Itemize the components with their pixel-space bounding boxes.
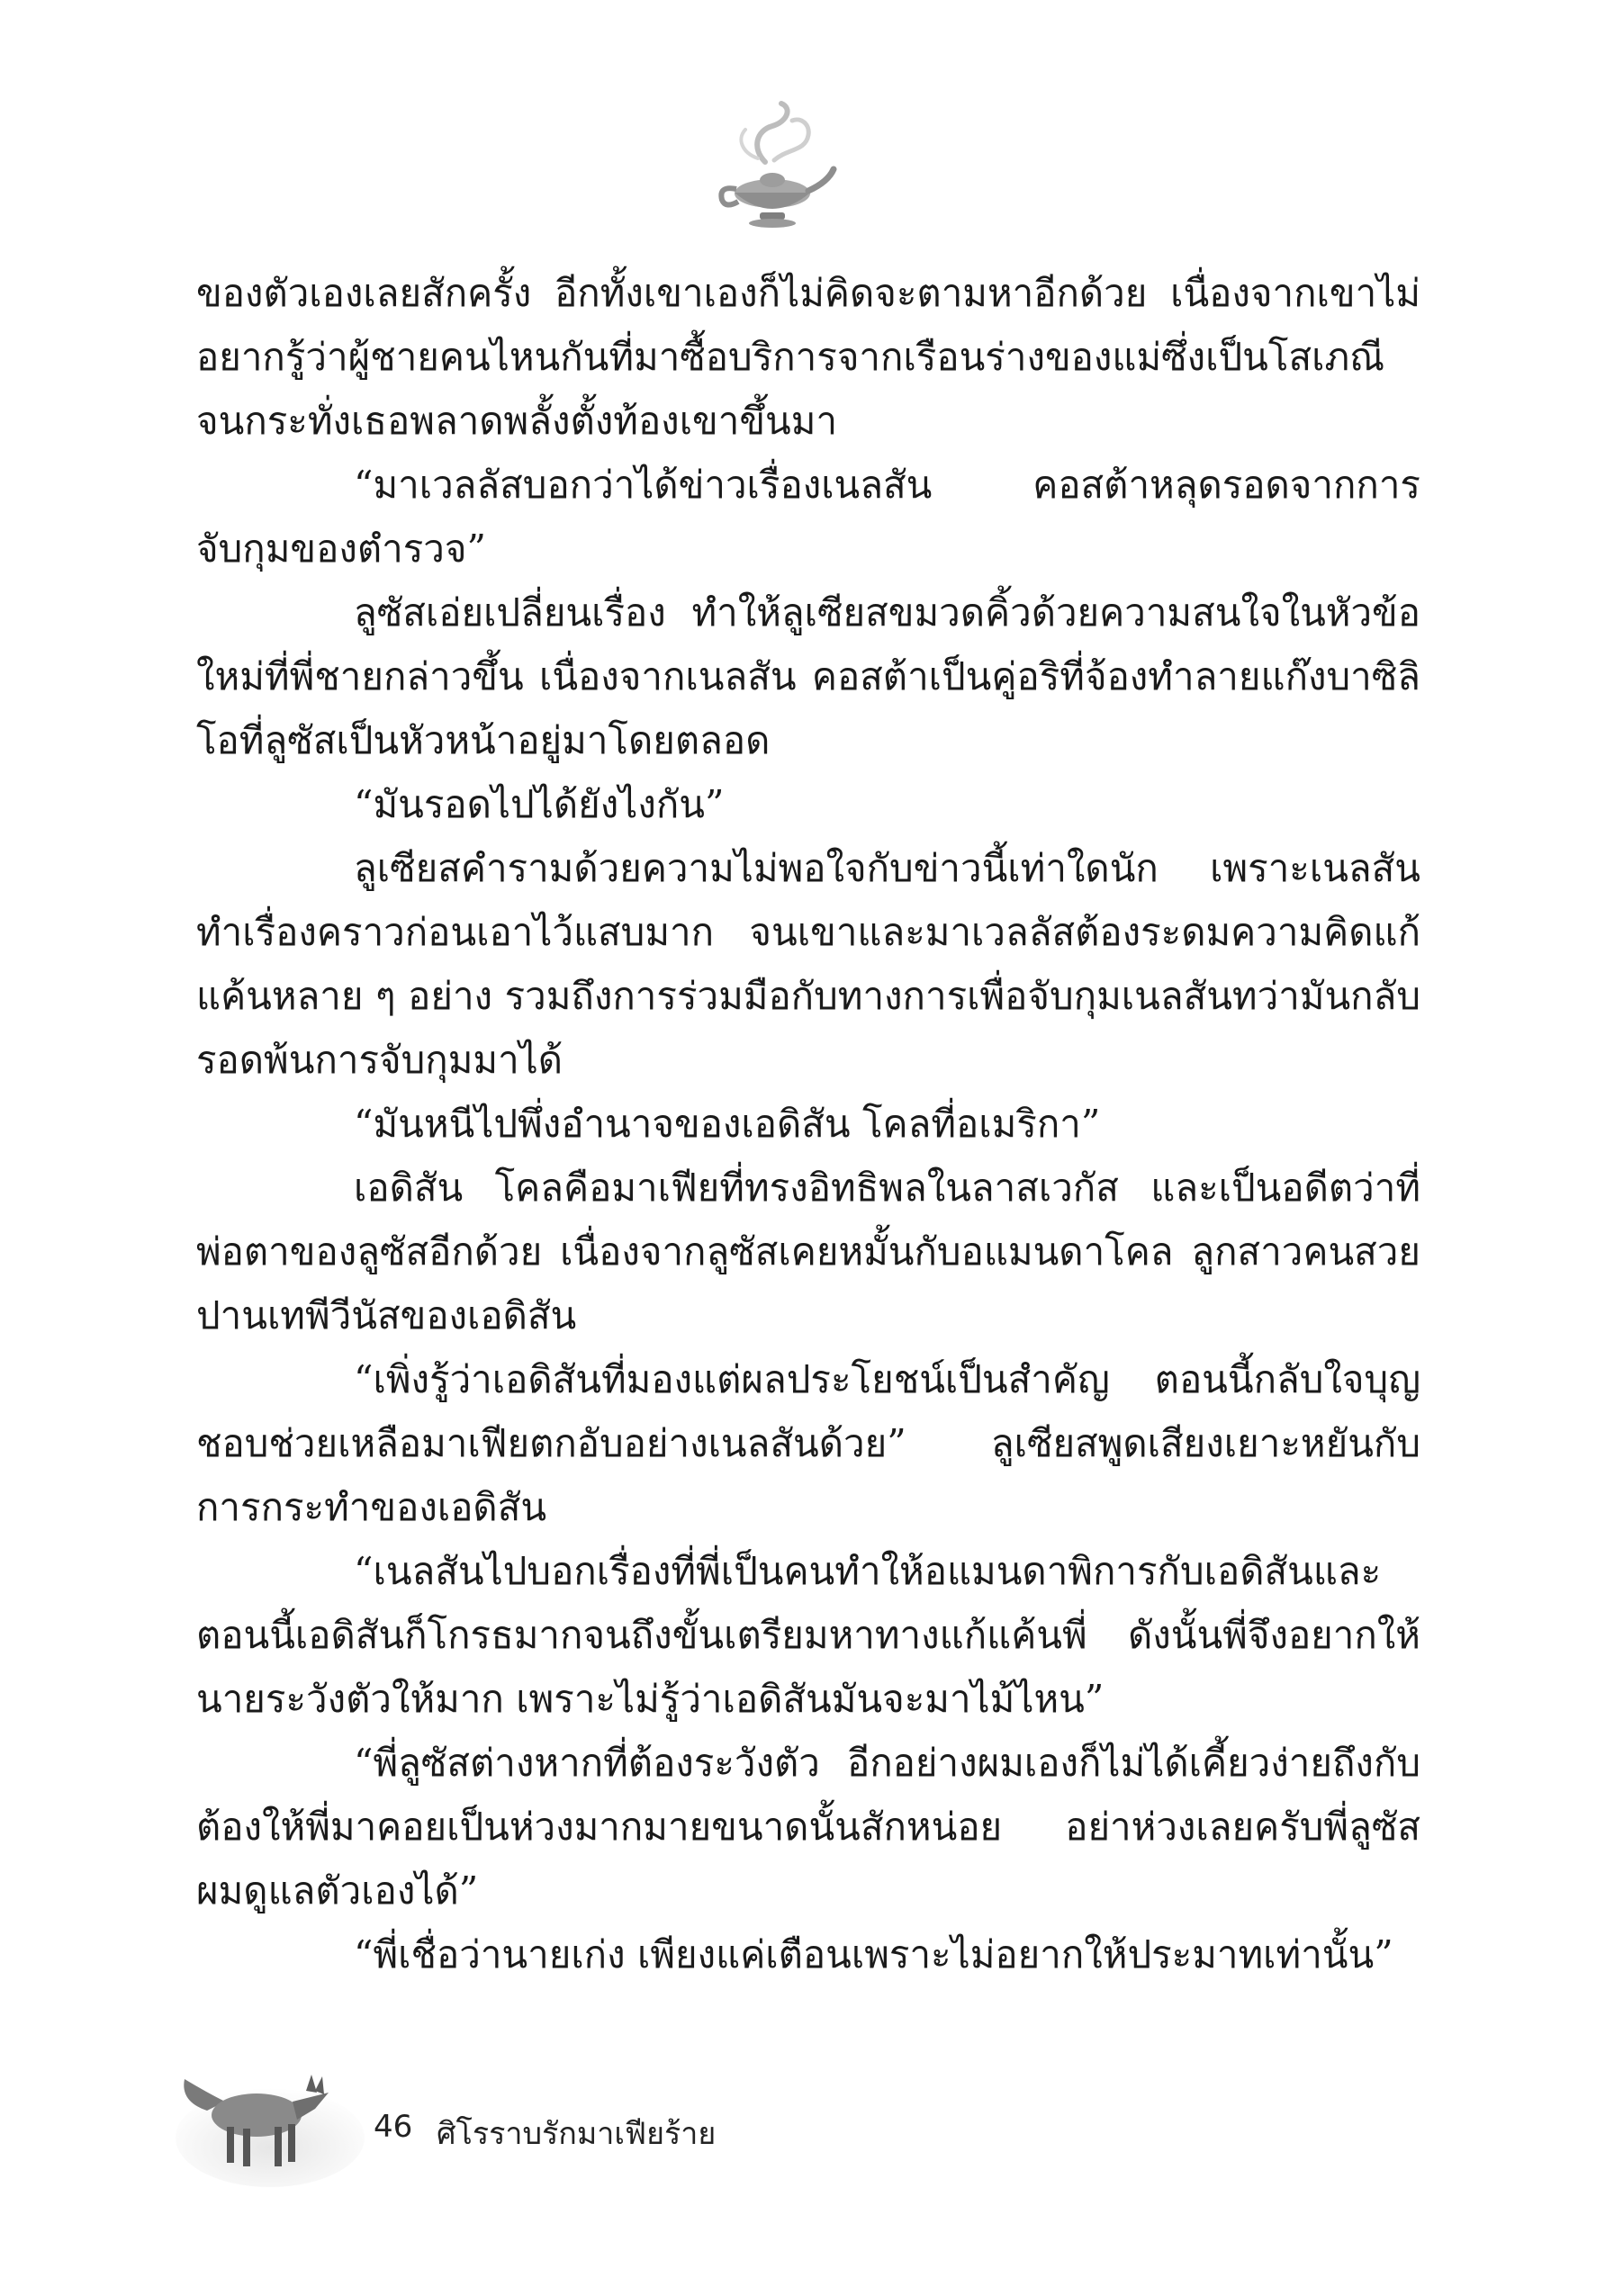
page-footer [171, 2039, 801, 2192]
paragraph: ของตัวเองเลยสักครั้ง อีกทั้งเขาเองก็ไม่คิดจะตามหาอีกด้วย เนื่องจากเขาไม่อยากรู้ว่าผู้ชายคนไหนกันที่มาซื้อบริการจากเรือนร่างของแม่ซึ่งเป็นโสเภณี จนกระทั่งเธอพลาดพลั้งตั้งท้องเขาขึ้นมา [196, 271, 1420, 443]
paragraph: “เนลสันไปบอกเรื่องที่พี่เป็นคนทำให้อแมนดาพิการกับเอดิสันและตอนนี้เอดิสันก็โกรธมากจนถึงขั้นเตรียมหาทางแก้แค้นพี่ ดังนั้นพี่จึงอยากให้นายระวังตัวให้มาก เพราะไม่รู้ว่าเอดิสันมันจะมาไม้ไหน” [196, 1549, 1420, 1721]
paragraph: “เพิ่งรู้ว่าเอดิสันที่มองแต่ผลประโยชน์เป็นสำคัญ ตอนนี้กลับใจบุญชอบช่วยเหลือมาเฟียตกอับอย่างเนลสันด้วย” ลูเซียสพูดเสียงเยาะหยันกับการกระทำของเอดิสัน [196, 1357, 1420, 1529]
fox-icon [171, 2039, 369, 2192]
paragraph: เอดิสัน โคลคือมาเฟียที่ทรงอิทธิพลในลาสเวกัส และเป็นอดีตว่าที่พ่อตาของลูซัสอีกด้วย เนื่องจากลูซัสเคยหมั้นกับอแมนดาโคล ลูกสาวคนสวยปานเทพีวีนัสของเอดิสัน [196, 1166, 1420, 1337]
paragraph: “พี่ลูซัสต่างหากที่ต้องระวังตัว อีกอย่างผมเองก็ไม่ได้เคี้ยวง่ายถึงกับต้องให้พี่มาคอยเป็นห่วงมากมายขนาดนั้นสักหน่อย อย่าห่วงเลยครับพี่ลูซัส ผมดูแลตัวเองได้” [196, 1741, 1420, 1913]
paragraph: “มาเวลลัสบอกว่าได้ข่าวเรื่องเนลสัน คอสต้าหลุดรอดจากการจับกุมของตำรวจ” [196, 463, 1420, 571]
paragraph: “พี่เชื่อว่านายเก่ง เพียงแค่เตือนเพราะไม่อยากให้ประมาทเท่านั้น” [354, 1932, 1393, 1976]
body-text [196, 261, 1420, 1986]
paragraph: “มันหนีไปพึ่งอำนาจของเอดิสัน โคลที่อเมริกา” [354, 1102, 1101, 1146]
paragraph: ลูเซียสคำรามด้วยความไม่พอใจกับข่าวนี้เท่าใดนัก เพราะเนลสันทำเรื่องคราวก่อนเอาไว้แสบมาก จนเขาและมาเวลลัสต้องระดมความคิดแก้แค้นหลาย ๆ อย่าง รวมถึงการร่วมมือกับทางการเพื่อจับกุมเนลสันทว่ามันกลับรอดพ้นการจับกุมมาได้ [196, 846, 1420, 1082]
paragraph: “มันรอดไปได้ยังไงกัน” [354, 782, 725, 826]
book-title: ศิโรราบรักมาเฟียร้าย [437, 2116, 717, 2152]
genie-lamp-icon [702, 99, 837, 234]
page-number: 46 [374, 2109, 413, 2145]
paragraph: ลูซัสเอ่ยเปลี่ยนเรื่อง ทำให้ลูเซียสขมวดคิ้วด้วยความสนใจในหัวข้อใหม่ที่พี่ชายกล่าวขึ้น เนื่องจากเนลสัน คอสต้าเป็นคู่อริที่จ้องทำลายแก๊งบาซิลิโอที่ลูซัสเป็นหัวหน้าอยู่มาโดยตลอด [196, 590, 1420, 762]
